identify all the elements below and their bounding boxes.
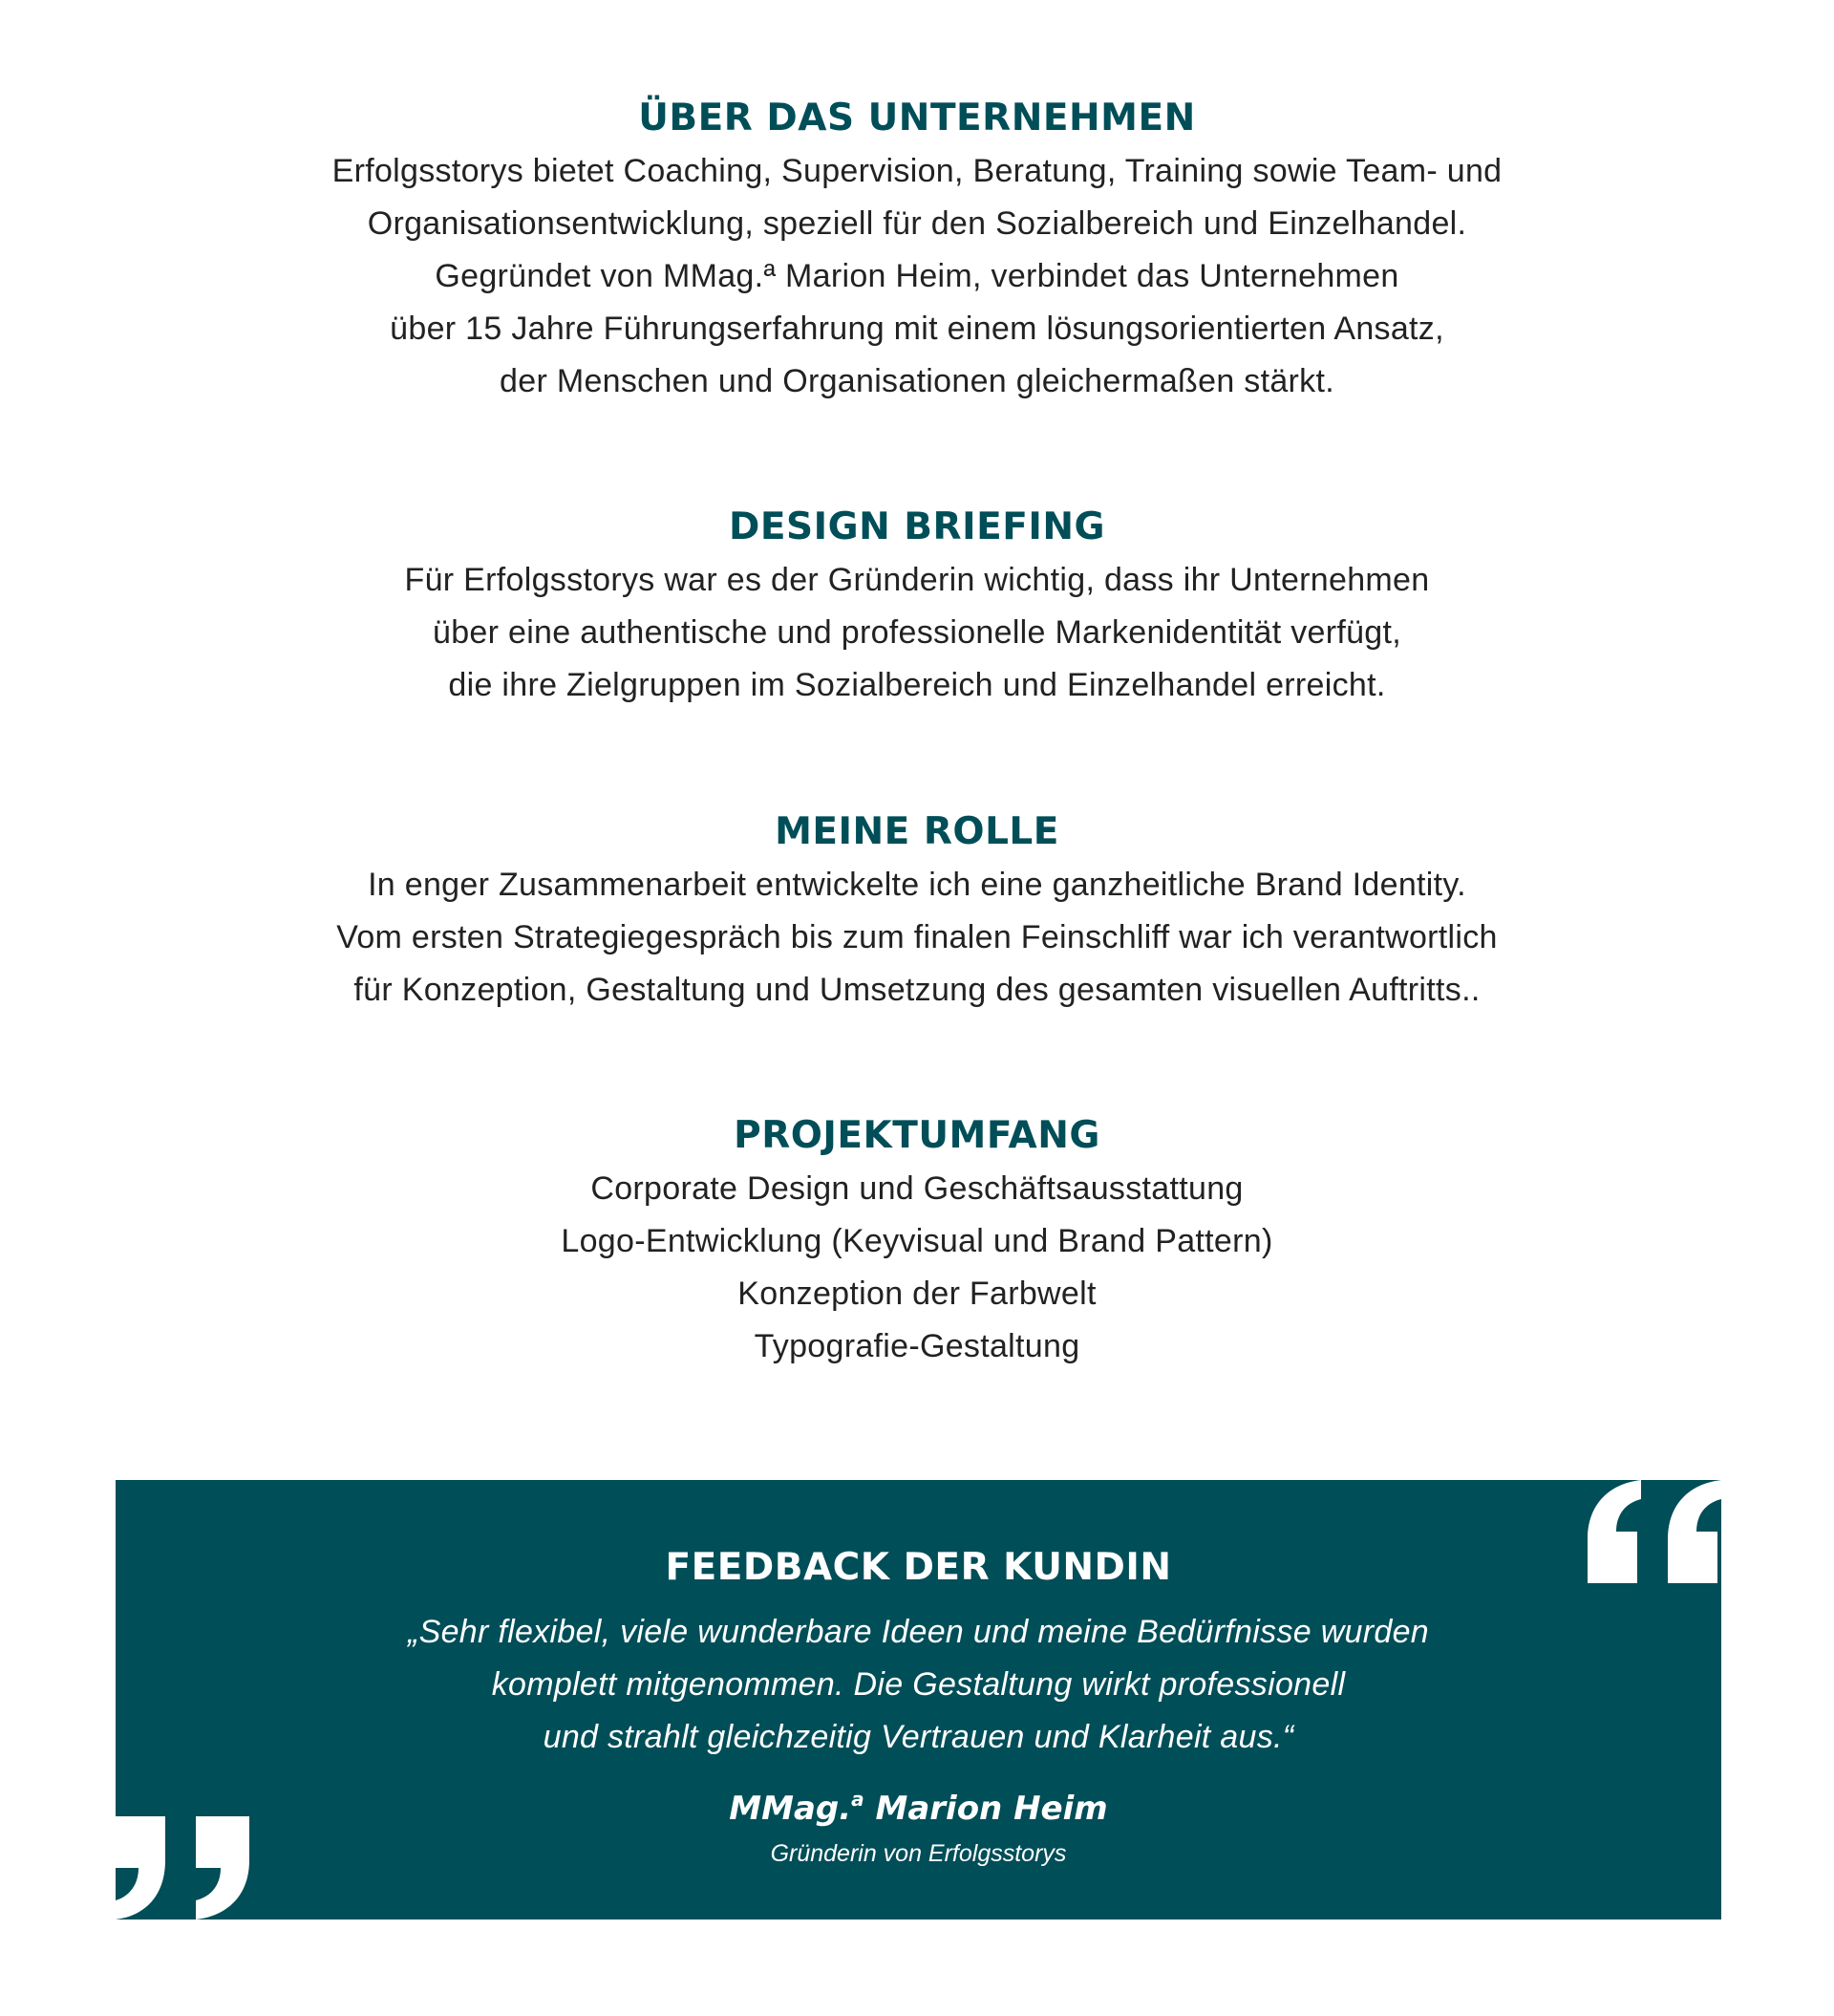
scope-item: Logo-Entwicklung (Keyvisual und Brand Pattern) bbox=[561, 1223, 1273, 1259]
role-section bbox=[0, 805, 1834, 1017]
feedback-author bbox=[116, 1786, 1721, 1832]
scope-item: Konzeption der Farbwelt bbox=[737, 1276, 1097, 1312]
role-line: In enger Zusammenarbeit entwickelte ich eine ganzheitliche Brand Identity. bbox=[368, 867, 1466, 903]
about-section bbox=[0, 92, 1834, 408]
briefing-text bbox=[0, 554, 1834, 712]
briefing-section bbox=[0, 501, 1834, 712]
feedback-quote-line: „Sehr flexibel, viele wunderbare Ideen und meine Bedürfnisse wurden bbox=[407, 1614, 1430, 1650]
role-line: für Konzeption, Gestaltung und Umsetzung des gesamten visuellen Auftritts.. bbox=[353, 972, 1481, 1008]
feedback-quote-line: und strahlt gleichzeitig Vertrauen und Klarheit aus.“ bbox=[543, 1719, 1294, 1755]
briefing-line: die ihre Zielgruppen im Sozialbereich und Einzelhandel erreicht. bbox=[448, 667, 1386, 703]
feedback-heading: FEEDBACK DER KUNDIN bbox=[665, 1546, 1172, 1589]
about-text bbox=[0, 145, 1834, 408]
scope-section bbox=[0, 1109, 1834, 1373]
scope-list bbox=[0, 1163, 1834, 1373]
author-title-sup: a bbox=[851, 1788, 864, 1811]
briefing-heading: DESIGN BRIEFING bbox=[728, 505, 1106, 548]
briefing-line: über eine authentische und professionelle Markenidentität verfügt, bbox=[433, 614, 1401, 651]
scope-item: Corporate Design und Geschäftsausstattung bbox=[590, 1170, 1244, 1207]
scope-item: Typografie-Gestaltung bbox=[754, 1328, 1080, 1364]
author-surname: Marion Heim bbox=[864, 1790, 1108, 1828]
role-heading: MEINE ROLLE bbox=[775, 810, 1059, 853]
about-line: Erfolgsstorys bietet Coaching, Supervision, Beratung, Training sowie Team- und bbox=[331, 153, 1503, 189]
author-title: MMag. bbox=[729, 1790, 852, 1828]
scope-heading: PROJEKTUMFANG bbox=[734, 1114, 1100, 1157]
quote-close-icon bbox=[116, 1816, 249, 1919]
feedback-quote-line: komplett mitgenommen. Die Gestaltung wirkt professionell bbox=[491, 1666, 1346, 1703]
feedback-quote bbox=[116, 1606, 1721, 1764]
about-line: über 15 Jahre Führungserfahrung mit einem lösungsorientierten Ansatz, bbox=[390, 311, 1444, 347]
about-line: Organisationsentwicklung, speziell für den Sozialbereich und Einzelhandel. bbox=[367, 205, 1467, 242]
about-heading: ÜBER DAS UNTERNEHMEN bbox=[638, 97, 1196, 139]
briefing-line: Für Erfolgsstorys war es der Gründerin wichtig, dass ihr Unternehmen bbox=[404, 562, 1430, 598]
role-line: Vom ersten Strategiegespräch bis zum finalen Feinschliff war ich verantwortlich bbox=[336, 919, 1498, 955]
about-line: Gegründet von MMag.ª Marion Heim, verbindet das Unternehmen bbox=[435, 258, 1399, 294]
role-text bbox=[0, 859, 1834, 1017]
about-line: der Menschen und Organisationen gleichermaßen stärkt. bbox=[500, 363, 1334, 399]
feedback-author-role: Gründerin von Erfolgsstorys bbox=[770, 1840, 1067, 1867]
feedback-box bbox=[116, 1480, 1721, 1919]
